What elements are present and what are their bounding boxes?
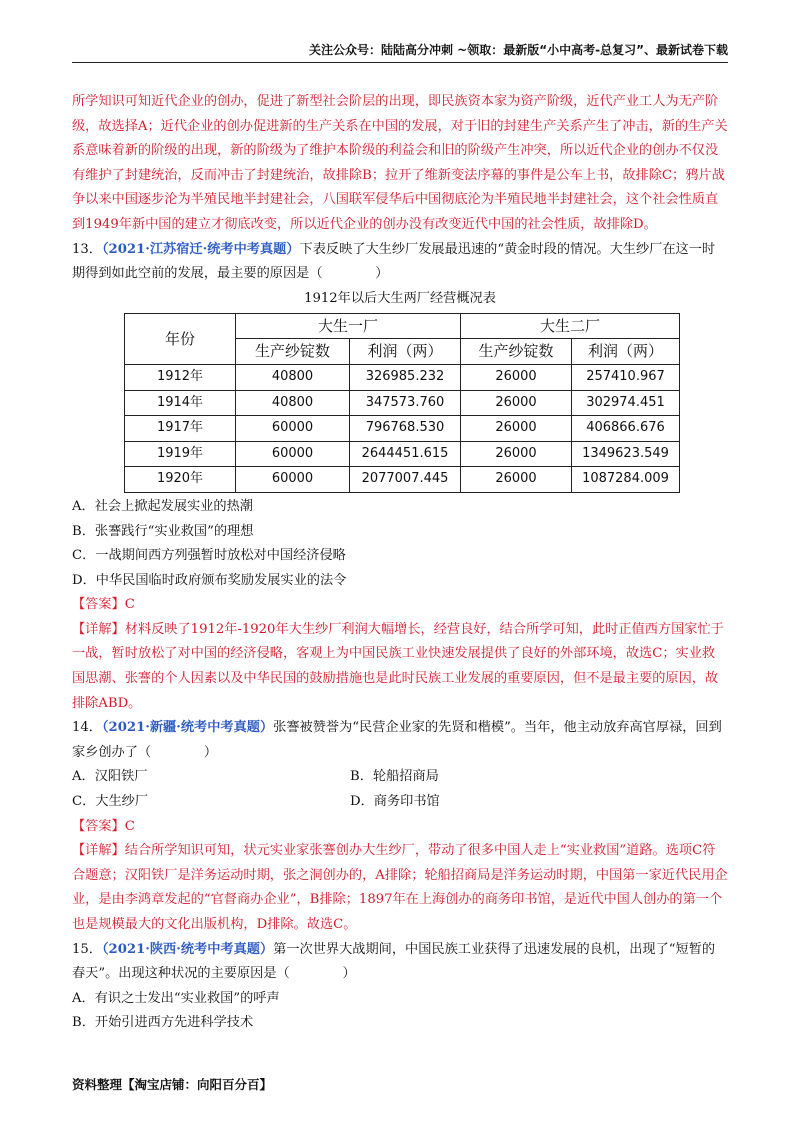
question-13-source: （2021·江苏宿迁·统考中考真题） (101, 241, 300, 257)
cell-p1: 796768.530 (350, 416, 461, 442)
cell-year: 1914年 (125, 390, 236, 416)
question-13-number: 13． (72, 241, 102, 257)
cell-s1: 40800 (236, 364, 350, 390)
table-row (125, 390, 680, 416)
table-row (125, 416, 680, 442)
q14-option-b: B．轮船招商局 (350, 769, 439, 785)
g1-spindles-header: 生产纱锭数 (236, 339, 350, 365)
detail-text: 结合所学知识可知，状元实业家张謇创办大生纱厂，带动了很多中国人走上“实业救国”道路。选项C符合题意；汉阳铁厂是洋务运动时期，张之洞创办的，A排除；轮船招商局是洋务运动时期，中国第一家近代民用企业，是由李鸿章发起的“官督商办企业”，B排除；1897年在上海创办的商务印书馆，是近代中国人创办的第一个也是规模最大的文化出版机构，D排除。故选C。 (72, 843, 728, 932)
q14-options-row-1 (72, 765, 728, 790)
question-13 (72, 238, 728, 287)
cell-p2: 1087284.009 (572, 467, 680, 493)
cell-s2: 26000 (461, 390, 572, 416)
question-14 (72, 716, 728, 765)
q14-option-a: A．汉阳铁厂 (72, 769, 148, 785)
group1-header: 大生一厂 (236, 313, 461, 339)
answer-label: 【答案】 (72, 597, 125, 613)
cell-p2: 302974.451 (572, 390, 680, 416)
cell-s2: 26000 (461, 364, 572, 390)
q13-answer (72, 593, 728, 618)
question-15-number: 15． (72, 941, 102, 957)
question-15 (72, 938, 728, 987)
col-year-header: 年份 (125, 313, 236, 364)
cell-p1: 2644451.615 (350, 441, 461, 467)
q14-answer (72, 815, 728, 840)
answer-value: C (124, 597, 135, 613)
cell-year: 1917年 (125, 416, 236, 442)
q14-options-row-2 (72, 790, 728, 815)
question-14-source: （2021·新疆·统考中考真题） (101, 720, 274, 736)
cell-s1: 60000 (236, 441, 350, 467)
detail-text: 材料反映了1912年-1920年大生纱厂利润大幅增长，经营良好，结合所学可知，此时正值西方国家忙于一战，暂时放松了对中国的经济侵略，客观上为中国民族工业快速发展提供了良好的外部环境，故选C；实业救国思潮、张謇的个人因素以及中华民国的鼓励措施也是此时民族工业发展的重要原因，但不是最主要的原因，故排除ABD。 (72, 621, 724, 711)
page-content (72, 90, 728, 1036)
table-row (125, 364, 680, 390)
q13-option-c: C．一战期间西方列强暂时放松对中国经济侵略 (72, 548, 346, 564)
question-15-stem: 第一次世界大战期间，中国民族工业获得了迅速发展的良机，出现了“短暂的春天”。出现这种状况的主要原因是（ ） (72, 941, 716, 982)
q14-option-d: D．商务印书馆 (350, 794, 440, 810)
q13-detail (72, 618, 728, 716)
header-text: 关注公众号：陆陆高分冲刺 ~领取：最新版“小中高考-总复习”、最新试卷下载 (309, 43, 728, 57)
question-13-stem: 下表反映了大生纱厂发展最迅速的“黄金时段的情况。大生纱厂在这一时期得到如此空前的发展，最主要的原因是（ ） (72, 241, 716, 282)
question-14-number: 14． (72, 720, 102, 736)
cell-s1: 40800 (236, 390, 350, 416)
cell-p2: 257410.967 (572, 364, 680, 390)
g2-profit-header: 利润（两） (572, 339, 680, 365)
q13-option-a: A．社会上掀起发展实业的热潮 (72, 498, 253, 514)
table-row (125, 441, 680, 467)
table-caption: 1912年以后大生两厂经营概况表 (304, 290, 496, 306)
g1-profit-header: 利润（两） (350, 339, 461, 365)
q13-option-b: B．张謇践行“实业救国”的理想 (72, 523, 254, 539)
data-table (124, 313, 680, 493)
question-14-stem: 张謇被赞誉为“民营企业家的先贤和楷模”。当年，他主动放弃高官厚禄，回到家乡创办了（ ） (72, 720, 722, 760)
cell-year: 1919年 (125, 441, 236, 467)
q14-detail (72, 839, 728, 937)
cell-p1: 347573.760 (350, 390, 461, 416)
cell-year: 1912年 (125, 364, 236, 390)
q13-option-d: D．中华民国临时政府颁布奖励发展实业的法令 (72, 572, 347, 588)
table-row (125, 467, 680, 493)
cell-s2: 26000 (461, 416, 572, 442)
detail-label: 【详解】 (72, 621, 125, 637)
q15-option-b: B．开始引进西方先进科学技术 (72, 1015, 254, 1031)
cell-s1: 60000 (236, 467, 350, 493)
detail-label: 【详解】 (72, 843, 125, 859)
cell-p1: 326985.232 (350, 364, 461, 390)
page-footer (72, 1075, 272, 1093)
intro-paragraph: 所学知识可知近代企业的创办，促进了新型社会阶层的出现，即民族资本家为资产阶级，近代产业工人为无产阶级，故选择A；近代企业的创办促进新的生产关系在中国的发展，对于旧的封建生产关系产生了冲击，新的生产关系意味着新的阶级的出现，新的阶级为了维护本阶级的利益会和旧的阶级产生冲突，所以近代企业的创办不仅没有维护了封建统治，反而冲击了封建统治，故排除B；拉开了维新变法序幕的事件是公车上书，故排除C；鸦片战争以来中国逐步沦为半殖民地半封建社会，八国联军侵华后中国彻底沦为半殖民地半封建社会，这个社会性质直到1949年新中国的建立才彻底改变，所以近代企业的创办没有改变近代中国的社会性质，故排除D。 (72, 94, 728, 232)
cell-year: 1920年 (125, 467, 236, 493)
g2-spindles-header: 生产纱锭数 (461, 339, 572, 365)
cell-p2: 406866.676 (572, 416, 680, 442)
footer-text: 资料整理【淘宝店铺：向阳百分百】 (72, 1077, 273, 1092)
cell-s2: 26000 (461, 441, 572, 467)
group2-header: 大生二厂 (461, 313, 680, 339)
cell-p2: 1349623.549 (572, 441, 680, 467)
q14-option-c: C．大生纱厂 (72, 794, 149, 810)
answer-value: C (124, 818, 135, 834)
answer-label: 【答案】 (72, 818, 125, 834)
page-header (72, 40, 728, 63)
q15-option-a: A．有识之士发出“实业救国”的呼声 (72, 990, 280, 1006)
cell-s1: 60000 (236, 416, 350, 442)
cell-p1: 2077007.445 (350, 467, 461, 493)
cell-s2: 26000 (461, 467, 572, 493)
question-15-source: （2021·陕西·统考中考真题） (101, 941, 274, 957)
